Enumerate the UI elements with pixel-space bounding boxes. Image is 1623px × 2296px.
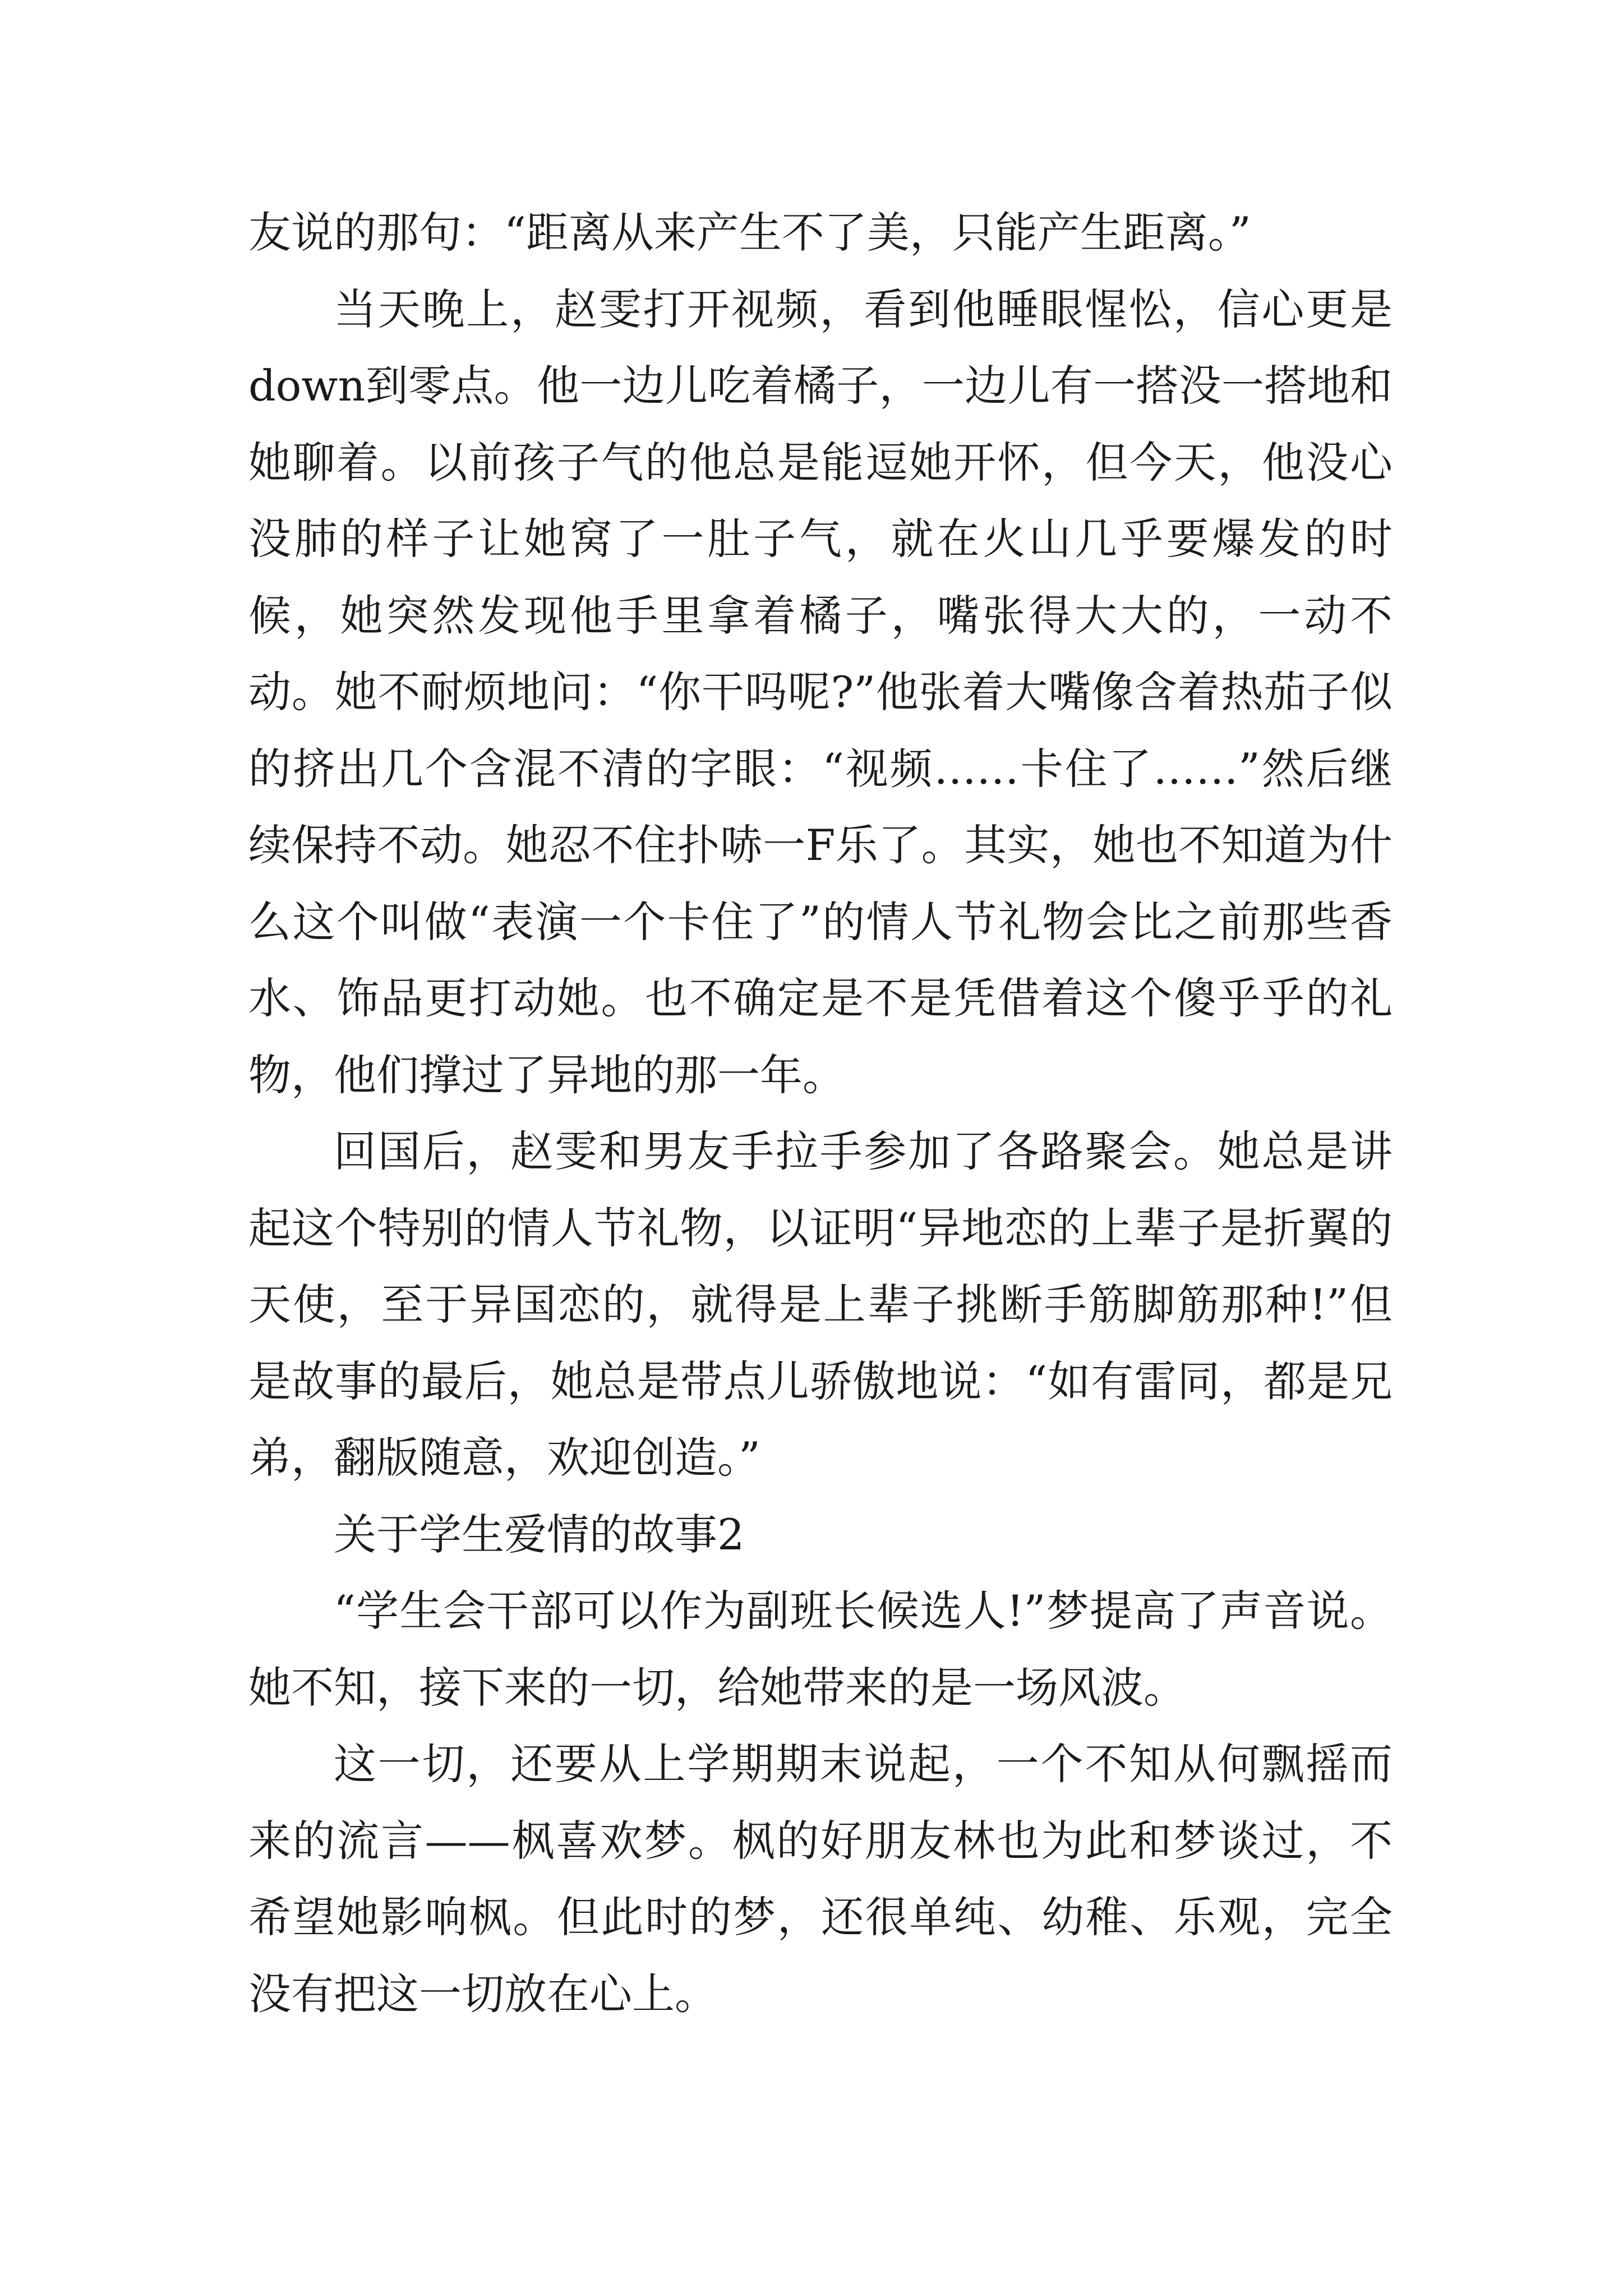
paragraph-2: 当天晚上，赵雯打开视频，看到他睡眼惺忪，信心更是down到零点。他一边儿吃着橘子，一边儿有一搭没一搭地和她聊着。以前孩子气的他总是能逗她开怀，但今天，他没心没肺的样子让她窝了一肚子气，就在火山几乎要爆发的时候，她突然发现他手里拿着橘子，嘴张得大大的，一动不动。她不耐烦地问：“你干吗呢?”他张着大嘴像含着热茄子似的挤出几个含混不清的字眼：“视频……卡住了……”然后继续保持不动。她忍不住扑哧一F乐了。其实，她也不知道为什么这个叫做“表演一个卡住了”的情人节礼物会比之前那些香水、饰品更打动她。也不确定是不是凭借着这个傻乎乎的礼物，他们撑过了异地的那一年。 [248, 284, 1393, 1100]
section-heading: 关于学生爱情的故事2 [334, 1509, 745, 1559]
paragraph-4: “学生会干部可以作为副班长候选人!”梦提高了声音说。她不知，接下来的一切，给她带来的是一场风波。 [248, 1586, 1393, 1713]
paragraph-3: 回国后，赵雯和男友手拉手参加了各路聚会。她总是讲起这个特别的情人节礼物，以证明“异地恋的上辈子是折翼的天使，至于异国恋的，就得是上辈子挑断手筋脚筋那种!”但是故事的最后，她总是带点儿骄傲地说：“如有雷同，都是兄弟，翻版随意，欢迎创造。” [248, 1126, 1393, 1483]
paragraph-1: 友说的那句：“距离从来产生不了美，只能产生距离。” [248, 208, 1251, 257]
body-text [248, 195, 1393, 2032]
paragraph-5: 这一切，还要从上学期期末说起，一个不知从何飘摇而来的流言——枫喜欢梦。枫的好朋友林也为此和梦谈过，不希望她影响枫。但此时的梦，还很单纯、幼稚、乐观，完全没有把这一切放在心上。 [248, 1739, 1393, 2019]
